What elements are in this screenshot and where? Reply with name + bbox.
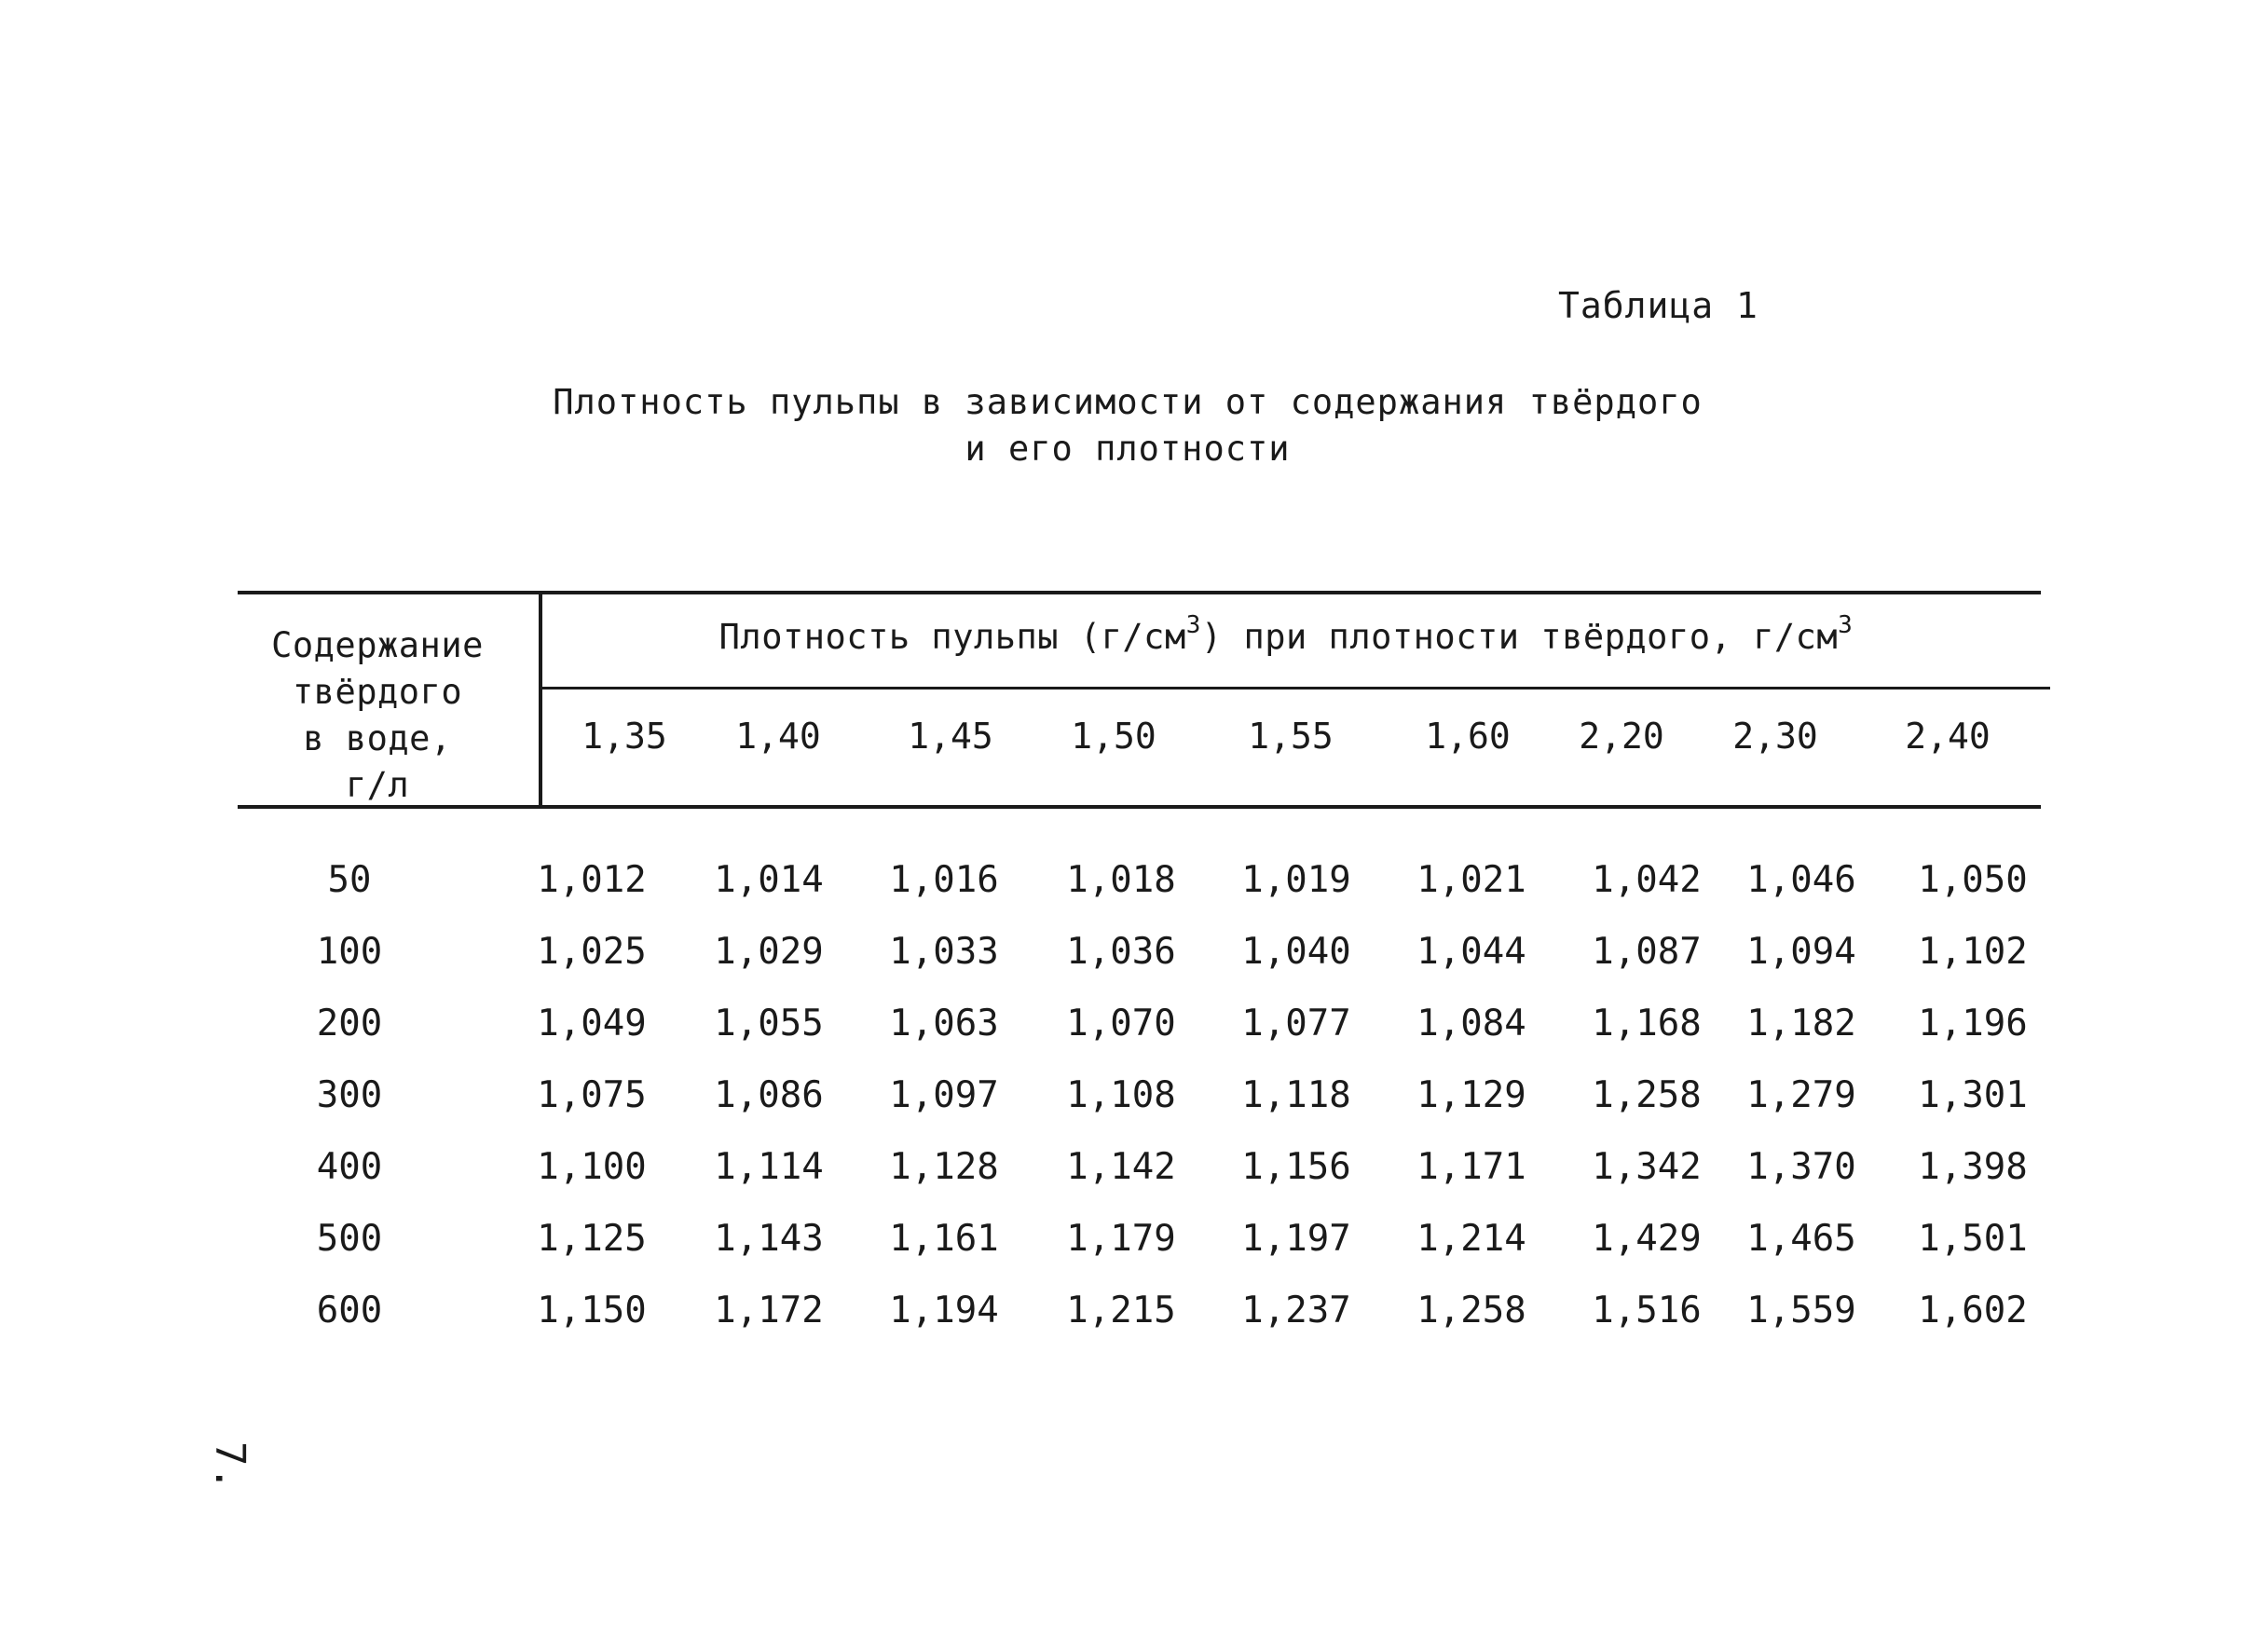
table-cell: 1,029 (714, 931, 824, 973)
table-cell: 1,016 (889, 859, 999, 901)
table-cell: 1,215 (1066, 1290, 1176, 1331)
table-cell: 1,094 (1746, 931, 1856, 973)
table-cell: 1,559 (1746, 1290, 1856, 1331)
column-header: 2,40 (1905, 716, 1991, 757)
table-cell: 1,033 (889, 931, 999, 973)
table-cell: 1,087 (1592, 931, 1702, 973)
group-header (540, 611, 2032, 657)
table-cell: 1,025 (537, 931, 647, 973)
table-cell: 1,258 (1592, 1074, 1702, 1116)
table-cell: 1,156 (1241, 1146, 1351, 1188)
table-cell: 1,046 (1746, 859, 1856, 901)
row-content-value: 300 (316, 1074, 383, 1116)
table-cell: 1,142 (1066, 1146, 1176, 1188)
row-content-value: 600 (316, 1290, 383, 1331)
table-cell: 1,150 (537, 1290, 647, 1331)
table-cell: 1,342 (1592, 1146, 1702, 1188)
table-cell: 1,182 (1746, 1003, 1856, 1044)
table-cell: 1,129 (1416, 1074, 1526, 1116)
table-cell: 1,063 (889, 1003, 999, 1044)
table-cell: 1,042 (1592, 859, 1702, 901)
table-cell: 1,168 (1592, 1003, 1702, 1044)
column-header: 1,50 (1071, 716, 1156, 757)
table-cell: 1,097 (889, 1074, 999, 1116)
column-header-rule (540, 687, 2050, 689)
superscript: 3 (1185, 611, 1201, 639)
table-cell: 1,019 (1241, 859, 1351, 901)
table-cell: 1,516 (1592, 1290, 1702, 1331)
row-header (238, 622, 517, 809)
column-header: 1,45 (908, 716, 993, 757)
table-cell: 1,040 (1241, 931, 1351, 973)
row-content-value: 400 (316, 1146, 383, 1188)
table-cell: 1,049 (537, 1003, 647, 1044)
table-cell: 1,018 (1066, 859, 1176, 901)
table-cell: 1,044 (1416, 931, 1526, 973)
table-cell: 1,197 (1241, 1218, 1351, 1260)
superscript: 3 (1838, 611, 1854, 639)
table-cell: 1,370 (1746, 1146, 1856, 1188)
table-cell: 1,086 (714, 1074, 824, 1116)
table-cell: 1,012 (537, 859, 647, 901)
table-cell: 1,171 (1416, 1146, 1526, 1188)
table-cell: 1,161 (889, 1218, 999, 1260)
table-cell: 1,143 (714, 1218, 824, 1260)
table-title-line-1: Плотность пульпы в зависимости от содержания твёрдого (553, 382, 1703, 422)
table-cell: 1,301 (1918, 1074, 2028, 1116)
row-header-line: твёрдого (292, 672, 463, 712)
table-title-line-2: и его плотности (965, 429, 1291, 469)
row-header-line: г/л (345, 765, 410, 805)
row-content-value: 100 (316, 931, 383, 973)
column-header: 2,30 (1732, 716, 1818, 757)
group-header-text: Плотность пульпы (г/см (718, 617, 1186, 657)
table-cell: 1,501 (1918, 1218, 2028, 1260)
column-header: 1,40 (735, 716, 821, 757)
table-cell: 1,102 (1918, 931, 2028, 973)
table-cell: 1,179 (1066, 1218, 1176, 1260)
table-cell: 1,258 (1416, 1290, 1526, 1331)
row-header-line: в воде, (303, 718, 452, 758)
table-cell: 1,429 (1592, 1218, 1702, 1260)
page-number: 7. (205, 1441, 253, 1491)
table-cell: 1,194 (889, 1290, 999, 1331)
column-header: 1,60 (1425, 716, 1511, 757)
table-cell: 1,279 (1746, 1074, 1856, 1116)
table-cell: 1,114 (714, 1146, 824, 1188)
table-cell: 1,465 (1746, 1218, 1856, 1260)
table-cell: 1,128 (889, 1146, 999, 1188)
table-cell: 1,108 (1066, 1074, 1176, 1116)
group-header-text: ) при плотности твёрдого, г/см (1200, 617, 1839, 657)
table-cell: 1,214 (1416, 1218, 1526, 1260)
table-cell: 1,036 (1066, 931, 1176, 973)
table-cell: 1,050 (1918, 859, 2028, 901)
row-content-value: 50 (327, 859, 372, 901)
table-label: Таблица 1 (1558, 285, 1758, 326)
column-header: 2,20 (1579, 716, 1664, 757)
table-cell: 1,014 (714, 859, 824, 901)
table-cell: 1,172 (714, 1290, 824, 1331)
table-cell: 1,602 (1918, 1290, 2028, 1331)
row-content-value: 200 (316, 1003, 383, 1044)
table-top-rule (238, 591, 2041, 594)
table-cell: 1,398 (1918, 1146, 2028, 1188)
column-header: 1,55 (1248, 716, 1334, 757)
table-cell: 1,196 (1918, 1003, 2028, 1044)
table-cell: 1,237 (1241, 1290, 1351, 1331)
table-cell: 1,021 (1416, 859, 1526, 901)
table-cell: 1,100 (537, 1146, 647, 1188)
table-cell: 1,070 (1066, 1003, 1176, 1044)
table-cell: 1,075 (537, 1074, 647, 1116)
table-cell: 1,084 (1416, 1003, 1526, 1044)
table-cell: 1,055 (714, 1003, 824, 1044)
table-cell: 1,125 (537, 1218, 647, 1260)
table-cell: 1,118 (1241, 1074, 1351, 1116)
row-header-line: Содержание (271, 625, 484, 665)
column-header: 1,35 (582, 716, 667, 757)
row-content-value: 500 (316, 1218, 383, 1260)
table-cell: 1,077 (1241, 1003, 1351, 1044)
